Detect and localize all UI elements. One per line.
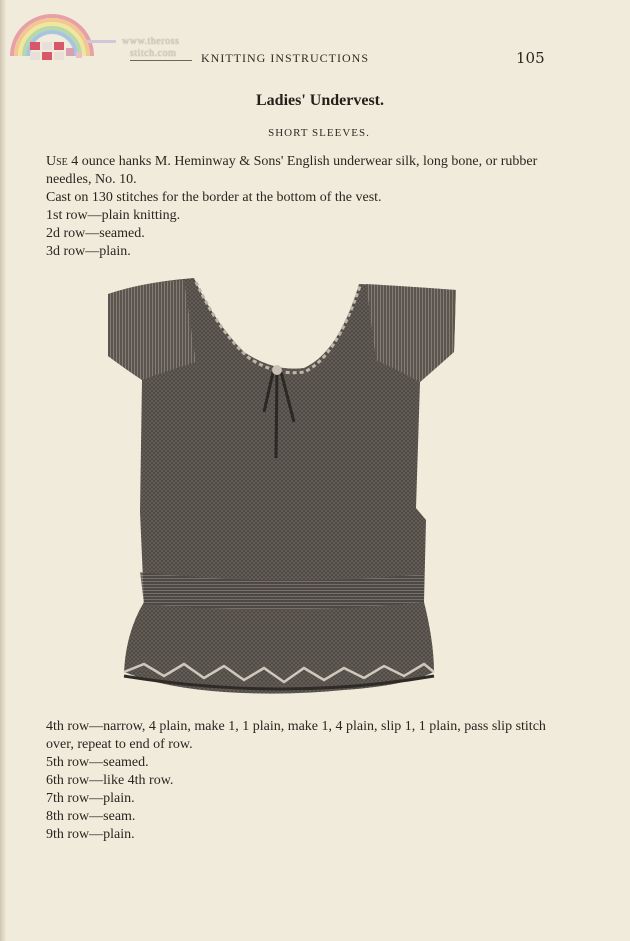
running-title: KNITTING INSTRUCTIONS (201, 51, 369, 65)
running-header (0, 50, 630, 70)
page-number: 105 (516, 49, 545, 67)
instruction-line: 8th row—seam. (46, 809, 136, 824)
lead-word: Use (46, 154, 68, 169)
section-subtitle: SHORT SLEEVES. (268, 127, 370, 139)
instruction-line: 6th row—like 4th row. (46, 773, 174, 788)
header-rule (130, 60, 192, 61)
watermark-line-1: www.theross (122, 36, 180, 47)
undervest-illustration (104, 272, 464, 704)
materials-paragraph (24, 153, 554, 189)
row-4-instruction: 4th row—narrow, 4 plain, make 1, 1 plain, make 1, 4 plain, slip 1, 1 plain, pass slip stitch over, repeat to end of row. (46, 719, 546, 752)
instruction-line: 3d row—plain. (46, 244, 131, 259)
instruction-line: 7th row—plain. (46, 791, 135, 806)
instruction-line: Cast on 130 stitches for the border at the bottom of the vest. (46, 190, 382, 205)
instruction-line: 1st row—plain knitting. (46, 208, 181, 223)
watermark-line-2: stitch.com (130, 48, 177, 59)
section-title: Ladies' Undervest. (256, 92, 384, 109)
instruction-line: 9th row—plain. (46, 827, 135, 842)
materials-text: 4 ounce hanks M. Heminway & Sons' English underwear silk, long bone, or rubber needles, No. 10. (46, 154, 538, 187)
instruction-line: 5th row—seamed. (46, 755, 149, 770)
page-spine-shadow (0, 0, 6, 941)
instruction-line: 2d row—seamed. (46, 226, 145, 241)
intro-instructions (24, 153, 554, 261)
undervest-photo (104, 272, 464, 704)
row-instructions (24, 718, 554, 844)
